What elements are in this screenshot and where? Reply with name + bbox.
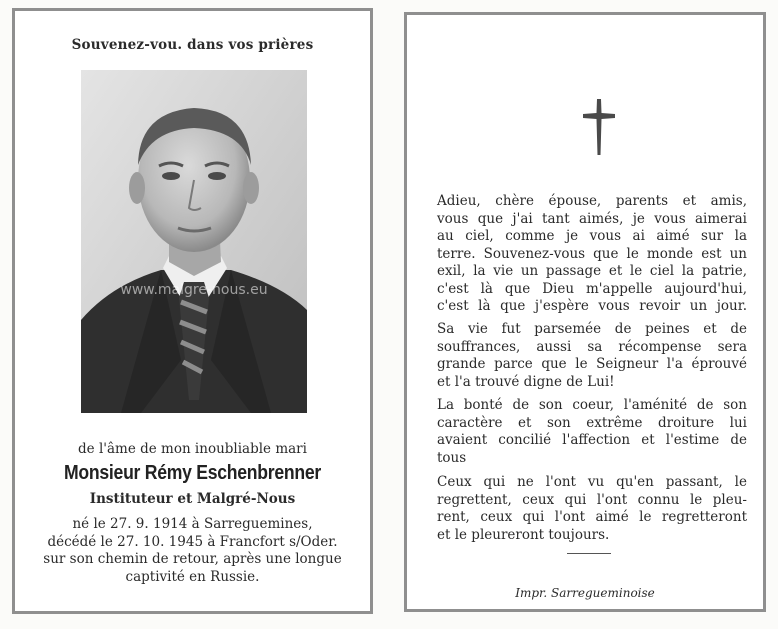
memorial-card-front bbox=[12, 8, 373, 614]
text-line: avaient concilié l'affection et l'estime de bbox=[437, 432, 747, 448]
deceased-name: Monsieur Rémy Eschenbrenner bbox=[64, 462, 321, 484]
life-paragraph bbox=[437, 321, 747, 391]
text-line: souffrances, aussi sa récompense sera bbox=[437, 338, 747, 355]
bio-line: captivité en Russie. bbox=[125, 568, 260, 585]
text-line: Adieu, chère épouse, parents et amis, bbox=[437, 193, 747, 209]
divider bbox=[567, 553, 611, 554]
bio-line: né le 27. 9. 1914 à Sarreguemines, bbox=[72, 516, 313, 532]
text-line: La bonté de son coeur, l'aménité de son bbox=[437, 397, 747, 413]
dedication-line: de l'âme de mon inoubliable mari bbox=[78, 441, 307, 457]
website-watermark: www.malgre-nous.eu bbox=[120, 282, 268, 298]
portrait-photo bbox=[81, 70, 307, 413]
text-line: terre. Souvenez-vous que le monde est un bbox=[437, 245, 747, 262]
farewell-paragraph bbox=[437, 193, 747, 316]
text-line: c'est là que Dieu m'appelle aujourd'hui, bbox=[437, 280, 747, 297]
text-line: et le pleureront toujours. bbox=[437, 526, 610, 543]
bio-line: décédé le 27. 10. 1945 à Francfort s/Oder. bbox=[47, 533, 338, 550]
latin-cross-icon bbox=[579, 97, 619, 157]
bio-line: sur son chemin de retour, après une longue bbox=[43, 551, 342, 567]
memorial-card-back bbox=[404, 12, 766, 612]
text-line: rent, ceux qui l'ont aimé le regretteront bbox=[437, 509, 747, 525]
deceased-occupation: Instituteur et Malgré-Nous bbox=[89, 491, 296, 507]
printer-imprint: Impr. Sarregueminoise bbox=[515, 586, 655, 600]
text-line: tous bbox=[437, 449, 467, 466]
text-line: c'est là que j'espère vous revoir un jour. bbox=[437, 298, 747, 314]
text-line: caractère et son extrême droiture lui bbox=[437, 414, 747, 431]
text-line: vous que j'ai tant aimés, je vous aimerai bbox=[437, 210, 747, 227]
biography bbox=[27, 516, 358, 586]
character-paragraph bbox=[437, 397, 747, 467]
text-line: exil, la vie un passage et le ciel la patrie, bbox=[437, 263, 747, 279]
text-line: Sa vie fut parsemée de peines et de bbox=[437, 321, 747, 337]
text-line: et l'a trouvé digne de Lui! bbox=[437, 373, 615, 390]
text-line: Ceux qui ne l'ont vu qu'en passant, le bbox=[437, 474, 747, 490]
prayer-heading: Souvenez-vou. dans vos prières bbox=[71, 37, 314, 53]
text-line: au ciel, comme je vous ai aimé sur la bbox=[437, 228, 747, 244]
text-line: grande parce que le Seigneur l'a éprouvé bbox=[437, 356, 747, 372]
mourning-paragraph bbox=[437, 474, 747, 544]
text-line: regrettent, ceux qui l'ont connu le pleu- bbox=[437, 491, 747, 508]
